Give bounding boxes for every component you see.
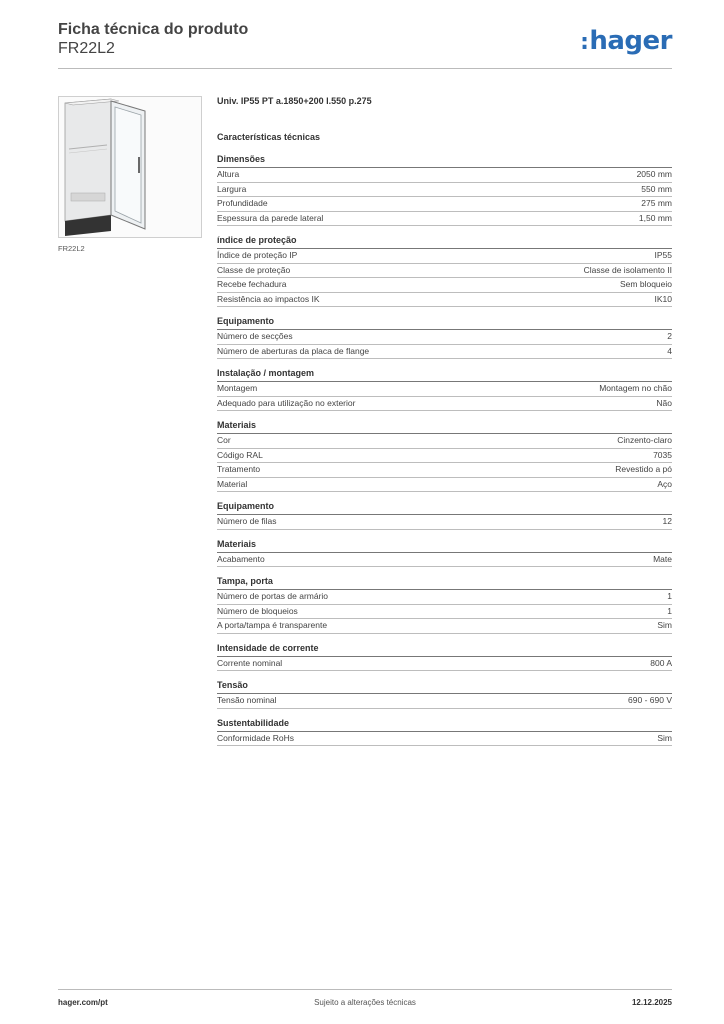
spec-row	[217, 293, 672, 308]
spec-value: Sim	[657, 620, 672, 630]
spec-value: Aço	[657, 478, 672, 489]
spec-value: Montagem no chão	[599, 383, 672, 393]
spec-row	[217, 434, 672, 449]
spec-value: 275 mm	[641, 198, 672, 208]
spec-row	[217, 249, 672, 264]
spec-value: 550 mm	[641, 183, 672, 194]
spec-value: Mate	[653, 553, 672, 564]
spec-row	[217, 515, 672, 530]
spec-label: Profundidade	[217, 198, 268, 208]
spec-groups	[217, 154, 672, 746]
product-code: FR22L2	[58, 40, 115, 57]
spec-value: 1	[667, 591, 672, 601]
image-caption: FR22L2	[58, 244, 85, 253]
spec-row	[217, 397, 672, 412]
spec-label: Tratamento	[217, 464, 261, 474]
spec-value: 12	[662, 516, 672, 526]
spec-value: Cinzento-claro	[617, 435, 672, 445]
spec-label: Número de bloqueios	[217, 605, 298, 616]
footer-note: Sujeito a alterações técnicas	[314, 998, 416, 1007]
footer-divider	[58, 989, 672, 990]
spec-value: 7035	[653, 449, 672, 460]
spec-row	[217, 605, 672, 620]
product-name: Univ. IP55 PT a.1850+200 l.550 p.275	[217, 96, 372, 106]
spec-row	[217, 168, 672, 183]
spec-label: Classe de proteção	[217, 264, 291, 275]
section-title: Características técnicas	[217, 132, 321, 142]
spec-row	[217, 278, 672, 293]
spec-label: Índice de proteção IP	[217, 250, 298, 260]
spec-value: 4	[667, 345, 672, 356]
spec-label: Montagem	[217, 383, 258, 393]
spec-row	[217, 382, 672, 397]
spec-value: 2050 mm	[636, 169, 672, 179]
spec-label: Código RAL	[217, 449, 263, 460]
spec-label: Tensão nominal	[217, 695, 277, 705]
spec-group-title: Materiais	[217, 420, 672, 434]
spec-value: Classe de isolamento II	[583, 264, 672, 275]
spec-value: 1,50 mm	[638, 212, 672, 223]
spec-row	[217, 463, 672, 478]
spec-group-title: Equipamento	[217, 501, 672, 515]
spec-group-title: índice de proteção	[217, 235, 672, 249]
spec-value: 800 A	[650, 657, 672, 668]
spec-label: Corrente nominal	[217, 657, 283, 668]
spec-row	[217, 264, 672, 279]
product-image	[58, 96, 202, 238]
spec-group-title: Equipamento	[217, 316, 672, 330]
spec-row	[217, 553, 672, 568]
spec-row	[217, 449, 672, 464]
spec-value: 690 - 690 V	[628, 695, 672, 705]
spec-value: Revestido a pó	[615, 464, 672, 474]
spec-content	[217, 96, 672, 746]
spec-label: Resistência ao impactos IK	[217, 293, 320, 304]
spec-group-title: Sustentabilidade	[217, 718, 672, 732]
spec-label: Número de filas	[217, 516, 277, 526]
spec-value: IP55	[654, 250, 672, 260]
spec-row	[217, 732, 672, 747]
spec-value: Sem bloqueio	[620, 279, 672, 289]
spec-row	[217, 183, 672, 198]
footer-date: 12.12.2025	[631, 998, 672, 1007]
document-header	[58, 20, 248, 58]
spec-group-title: Materiais	[217, 539, 672, 553]
spec-row	[217, 345, 672, 360]
spec-group-title: Dimensões	[217, 154, 672, 168]
spec-row	[217, 197, 672, 212]
spec-label: Número de aberturas da placa de flange	[217, 345, 370, 356]
spec-label: A porta/tampa é transparente	[217, 620, 328, 630]
spec-label: Número de secções	[217, 331, 293, 341]
spec-row	[217, 657, 672, 672]
spec-group-title: Intensidade de corrente	[217, 643, 672, 657]
spec-label: Material	[217, 478, 248, 489]
spec-row	[217, 694, 672, 709]
spec-value: IK10	[654, 293, 672, 304]
spec-label: Adequado para utilização no exterior	[217, 397, 356, 408]
spec-group-title: Tampa, porta	[217, 576, 672, 590]
spec-label: Espessura da parede lateral	[217, 212, 324, 223]
cabinet-illustration	[59, 97, 201, 237]
spec-label: Conformidade RoHs	[217, 732, 295, 743]
spec-row	[217, 619, 672, 634]
spec-label: Altura	[217, 169, 240, 179]
spec-row	[217, 478, 672, 493]
header-divider	[58, 68, 672, 69]
spec-label: Cor	[217, 435, 231, 445]
spec-label: Recebe fechadura	[217, 279, 287, 289]
spec-value: 1	[667, 605, 672, 616]
page-title: Ficha técnica do produto	[58, 21, 249, 38]
spec-value: Sim	[657, 732, 672, 743]
spec-label: Número de portas de armário	[217, 591, 329, 601]
page-footer	[58, 998, 672, 1010]
spec-row	[217, 590, 672, 605]
spec-row	[217, 330, 672, 345]
spec-value: Não	[656, 397, 672, 408]
spec-row	[217, 212, 672, 227]
spec-label: Largura	[217, 183, 247, 194]
spec-value: 2	[667, 331, 672, 341]
spec-group-title: Tensão	[217, 680, 672, 694]
spec-group-title: Instalação / montagem	[217, 368, 672, 382]
spec-label: Acabamento	[217, 553, 265, 564]
logo-text: hager	[589, 26, 672, 56]
footer-website-link[interactable]: hager.com/pt	[58, 998, 108, 1007]
hager-logo: :hager	[580, 26, 672, 56]
